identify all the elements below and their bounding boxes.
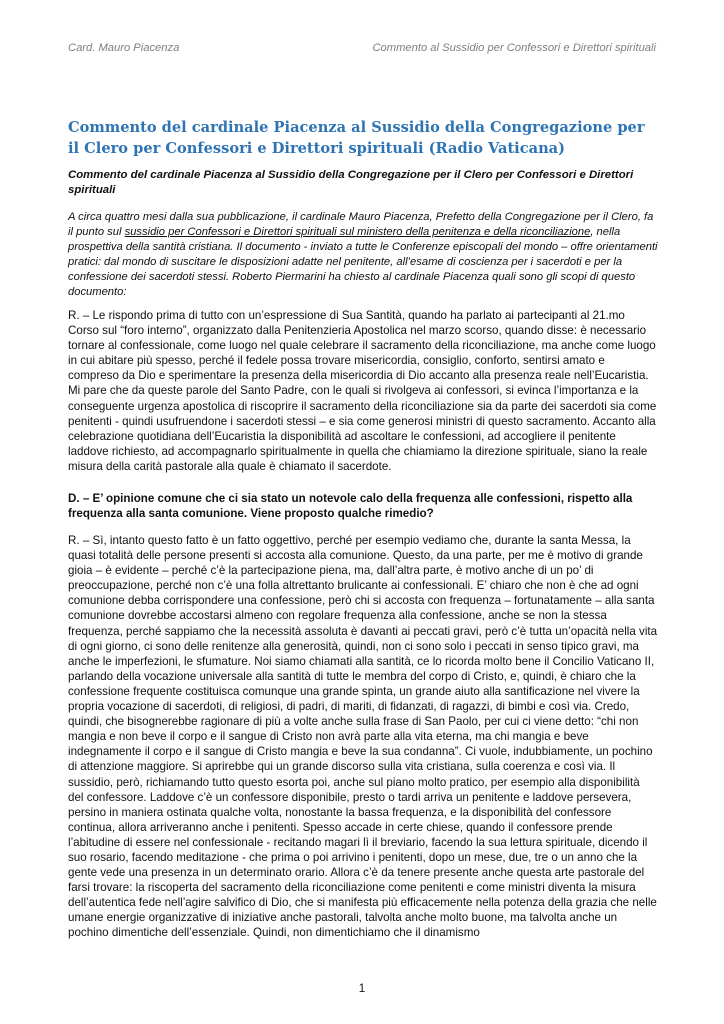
- answer-1-block: [68, 308, 658, 474]
- intro-title-block: [68, 168, 658, 198]
- header-author: Card. Mauro Piacenza: [68, 42, 180, 54]
- intro-text-after: , nella prospettiva della santità cristiana. Il documento - inviato a tutte le Conferenze episcopali del mondo – offre orientamenti pratici: dal mondo di suscitare le disposizioni adatte nel penitente, all’esame di coscienza per i sacerdoti e per la confessione dei sacerdoti stessi. Roberto Piermarini ha chiesto al cardinale Piacenza quali sono gli scopi di questo documento:: [68, 226, 658, 299]
- question-2-block: [68, 491, 658, 521]
- document-title: Commento del cardinale Piacenza al Sussidio della Congregazione per il Clero per Confessori e Direttori spirituali (Radio Vaticana): [68, 119, 645, 157]
- answer-2: R. – Sì, intanto questo fatto è un fatto oggettivo, perché per esempio vediamo che, durante la santa Messa, la quasi totalità delle persone presenti si accosta alla comunione. Questo, da una parte, per me è motivo di grande gioia – è evidente – perché c’è la partecipazione piena, ma, dall’altra parte, è motivo anche di un po’ di preoccupazione, perché non c’è una folla altrettanto brulicante ai confessionali. E’ chiaro che non è che ad ogni comunione debba corrispondere una confessione, però chi si accosta con frequenza – fortunatamente – alla santa comunione dovrebbe accostarsi almeno con regolare frequenza alla confessione, anche se non la stessa frequenza, perché sappiamo che la necessità assoluta è davanti ai peccati gravi, però c’è tutta un’opacità nella vita di ogni giorno, ci sono delle renitenze alla generosità, quindi, non ci sono solo i peccati in senso tipico gravi, ma anche le imperfezioni, le sfumature. Noi siamo chiamati alla santità, ce lo ricorda molto bene il Concilio Vaticano II, parlando della vocazione universale alla santità di tutte le membra del corpo di Cristo, e, quindi, è chiaro che la confessione frequente costituisca comunque una grande spinta, un grande aiuto alla santificazione nel vivere la propria vocazione di sacerdoti, di religiosi, di padri, di mariti, di fidanzati, di ragazzi, di bimbi e così via. Credo, quindi, che bisognerebbe ragionare di più a volte anche sulla frase di San Paolo, per cui ci viene detto: “chi non mangia e non beve il corpo e il sangue di Cristo non avrà parte alla vita eterna, ma chi mangia e beve indegnamente il corpo e il sangue di Cristo mangia e beve la sua condanna”. Ci vuole, indubbiamente, un pochino di attenzione maggiore. Si aprirebbe qui un grande discorso sulla vita cristiana, sulla coerenza e così via. Il sussidio, però, richiamando tutto questo esorta poi, anche sul piano molto pratico, per esempio alla disponibilità del confessore. Laddove c’è un confessore disponibile, presto o tardi arriva un penitente e laddove persevera, persino in maniera ostinata qualche volta, nonostante la bassa frequenza, e la disponibilità del confessore continua, allora arriveranno anche i penitenti. Spesso accade in certe chiese, quando il confessore prende l’abitudine di essere nel confessionale - recitando magari lì il breviario, facendo la sua lettura spirituale, dicendo il suo rosario, facendo meditazione - che prima o poi arrivino i penitenti, dopo un mese, due, tre o un anno che la gente vede una presenza in un determinato orario. Allora c’è da tenere presente anche questa arte pastorale del farsi trovare: la riscoperta del sacramento della riconciliazione come penitenti e come ministri diventa la misura dell’autentica fede nell’agire salvifico di Dio, che si manifesta più efficacemente nella potenza della grazia che nelle umane energie organizzative di iniziative anche pastorali, talvolta anche molto buone, ma talvolta anche un pochino dimentiche dell’essenziale. Quindi, non dimentichiamo che il dinamismo: [68, 534, 658, 940]
- intro-title: Commento del cardinale Piacenza al Sussidio della Congregazione per il Clero per Confessori e Direttori spirituali: [68, 169, 634, 197]
- intro-text-before: A circa quattro mesi dalla sua pubblicazione, il cardinale Mauro Piacenza, Prefetto della Congregazione per il Clero, fa il punto sul: [68, 211, 654, 239]
- answer-2-block: [68, 533, 658, 941]
- answer-1: R. – Le rispondo prima di tutto con un’espressione di Sua Santità, quando ha parlato ai partecipanti al 21.mo Corso sul “foro interno”, organizzato dalla Penitenzieria Apostolica nel marzo scorso, quando disse: è necessario tornare al confessionale, come luogo nel quale celebrare il sacramento della riconciliazione, ma anche come luogo in cui abitare più spesso, perché il fedele possa trovare misericordia, consiglio, conforto, sentirsi amato e compreso da Dio e sperimentare la presenza della misericordia di Dio accanto alla presenza reale nell’Eucaristia. Mi pare che da queste parole del Santo Padre, con le quali si rivolgeva ai confessori, si evinca l’importanza e la conseguente urgenza apostolica di riscoprire il sacramento della riconciliazione sia da parte dei sacerdoti sia come penitenti - quindi usufruendone i sacerdoti stessi – e sia come generosi ministri di questo sacramento. Accanto alla celebrazione quotidiana dell’Eucaristia la disponibilità ad ascoltare le confessioni, ad accogliere il penitente laddove richiesto, ad accompagnarlo spiritualmente in quella che chiamiamo la direzione spirituale, siano la reale misura della carità pastorale alla quale è chiamato il sacerdote.: [68, 309, 657, 473]
- header-subject: Commento al Sussidio per Confessori e Direttori spirituali: [372, 42, 656, 54]
- question-2: D. – E’ opinione comune che ci sia stato un notevole calo della frequenza alle confessioni, rispetto alla frequenza alla santa comunione. Viene proposto qualche rimedio?: [68, 492, 633, 521]
- intro-block: [68, 210, 658, 301]
- sussidio-link[interactable]: sussidio per Confessori e Direttori spirituali sul ministero della penitenza e della riconciliazione: [124, 226, 591, 239]
- page-number: 1: [358, 983, 366, 995]
- intro-paragraph: [68, 210, 658, 301]
